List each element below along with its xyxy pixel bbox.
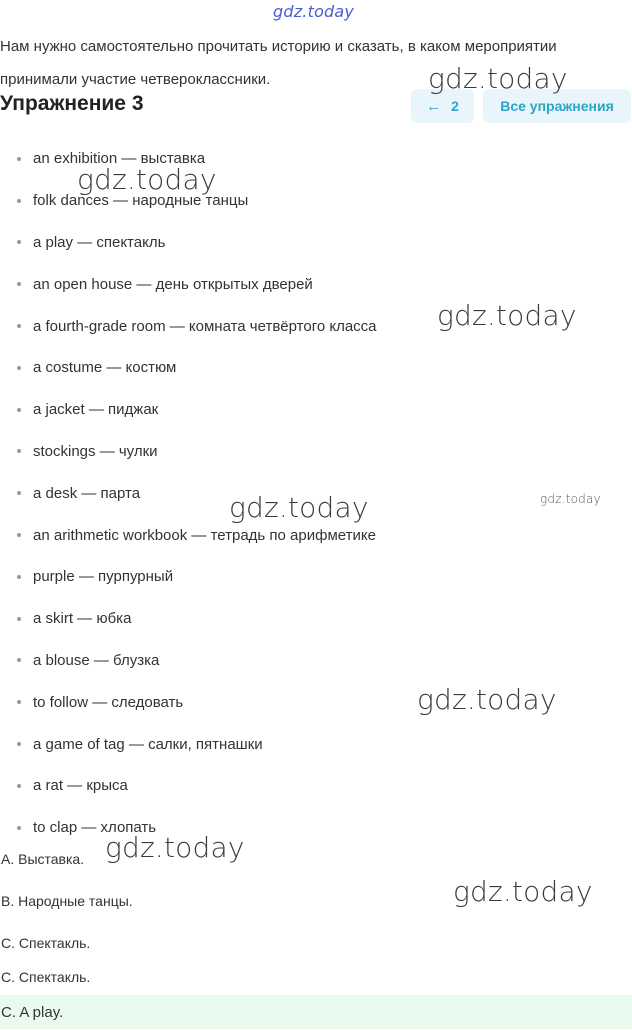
bullet-icon xyxy=(17,784,21,788)
vocab-entry: a desk — парта xyxy=(33,484,141,502)
watermark: gdz.today xyxy=(428,62,568,95)
answer-a: A. Выставка. xyxy=(1,851,85,867)
vocab-entry: a costume — костюм xyxy=(33,359,177,377)
vocab-entry: a rat — крыса xyxy=(33,777,128,795)
vocab-entry: an exhibition — выставка xyxy=(33,150,206,168)
bullet-icon xyxy=(17,742,21,746)
list-item xyxy=(0,765,377,807)
answer-b: B. Народные танцы. xyxy=(1,893,133,909)
watermark: gdz.today xyxy=(105,831,245,864)
vocab-entry: purple — пурпурный xyxy=(33,568,174,586)
bullet-icon xyxy=(17,826,21,830)
vocab-entry: a game of tag — салки, пятнашки xyxy=(33,735,263,753)
vocab-entry: a play — спектакль xyxy=(33,233,166,251)
bullet-icon xyxy=(17,324,21,328)
list-item xyxy=(0,263,377,305)
vocab-entry: a skirt — юбка xyxy=(33,610,132,628)
bullet-icon xyxy=(17,157,21,161)
vocab-entry: a fourth-grade room — комната четвёртого класса xyxy=(33,317,377,335)
exercise-title: Упражнение 3 xyxy=(0,92,144,115)
watermark: gdz.today xyxy=(417,683,557,716)
bullet-icon xyxy=(17,617,21,621)
bullet-icon xyxy=(17,449,21,453)
bullet-icon xyxy=(17,575,21,579)
vocab-entry: to follow — следовать xyxy=(33,693,184,711)
arrow-left-icon: ← xyxy=(426,97,442,115)
vocab-entry: an open house — день открытых дверей xyxy=(33,275,313,293)
bullet-icon xyxy=(17,199,21,203)
list-item xyxy=(0,723,377,765)
list-item xyxy=(0,389,377,431)
list-item xyxy=(0,347,377,389)
all-exercises-button[interactable]: Все упражнения xyxy=(483,89,631,123)
watermark: gdz.today xyxy=(77,163,217,196)
list-item xyxy=(0,556,377,598)
watermark: gdz.today xyxy=(437,299,577,332)
bullet-icon xyxy=(17,658,21,662)
vocab-entry: stockings — чулки xyxy=(33,442,158,460)
watermark: gdz.today xyxy=(453,875,593,908)
list-item xyxy=(0,222,377,264)
previous-exercise-label: 2 xyxy=(451,98,459,114)
vocab-entry: a blouse — блузка xyxy=(33,651,160,669)
bullet-icon xyxy=(17,408,21,412)
list-item xyxy=(0,305,377,347)
list-item xyxy=(0,681,377,723)
bullet-icon xyxy=(17,533,21,537)
vocab-entry: an arithmetic workbook — тетрадь по арифметике xyxy=(33,526,376,544)
bullet-icon xyxy=(17,700,21,704)
answer-c-highlighted: C. A play. xyxy=(0,995,632,1029)
watermark-small: gdz.today xyxy=(540,492,601,506)
bullet-icon xyxy=(17,366,21,370)
intro-text: Нам нужно самостоятельно прочитать историю и сказать, в каком мероприятии принимали участие четвероклассники. xyxy=(0,38,557,88)
bullet-icon xyxy=(17,240,21,244)
answer-c-repeat: C. Спектакль. xyxy=(1,969,91,985)
vocab-entry: to clap — хлопать xyxy=(33,819,157,837)
list-item xyxy=(0,598,377,640)
vocab-entry: folk dances — народные танцы xyxy=(33,192,249,210)
list-item xyxy=(0,431,377,473)
list-item xyxy=(0,640,377,682)
watermark-top: gdz.today xyxy=(273,2,355,21)
bullet-icon xyxy=(17,282,21,286)
watermark: gdz.today xyxy=(229,491,369,524)
vocab-entry: a jacket — пиджак xyxy=(33,401,159,419)
bullet-icon xyxy=(17,491,21,495)
answer-c: C. Спектакль. xyxy=(1,935,91,951)
